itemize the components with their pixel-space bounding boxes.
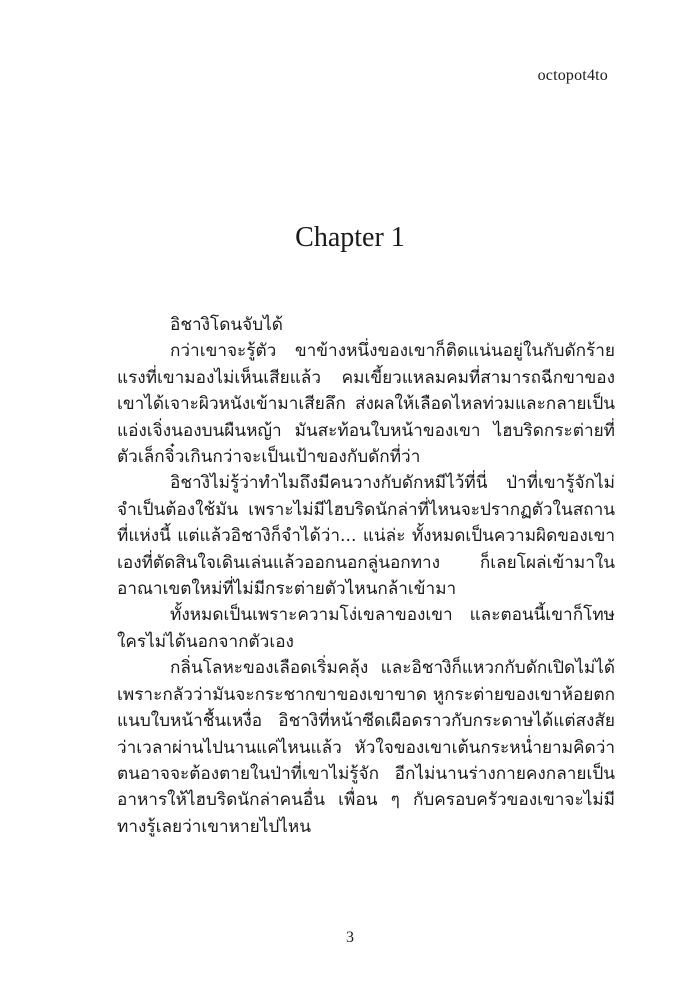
paragraph: กลิ่นโลหะของเลือดเริ่มคลุ้ง และอิชางิก็แหวกกับดักเปิดไม่ได้เพราะกลัวว่ามันจะกระชากขาของเขาขาด หูกระต่ายของเขาห้อยตกแนบใบหน้าชื้นเหงื่อ อิชางิที่หน้าซีดเผือดราวกับกระดาษได้แต่สงสัยว่าเวลาผ่านไปนานแค่ไหนแล้ว หัวใจของเขาเต้นกระหน่ำยามคิดว่าตนอาจจะต้องตายในป่าที่เขาไม่รู้จัก อีกไม่นานร่างกายคงกลายเป็นอาหารให้ไฮบริดนักล่าคนอื่น เพื่อน ๆ กับครอบครัวของเขาจะไม่มีทางรู้เลยว่าเขาหายไปไหน (117, 658, 615, 837)
paragraph: อิชางิโดนจับได้ (170, 315, 283, 335)
paragraph: อิชางิไม่รู้ว่าทำไมถึงมีคนวางกับดักหมีไว้ที่นี่ ป่าที่เขารู้จักไม่จำเป็นต้องใช้มัน เพราะไม่มีไฮบริดนักล่าที่ไหนจะปรากฏตัวในสถานที่แห่งนี้ แต่แล้วอิชางิก็จำได้ว่า... แน่ล่ะ ทั้งหมดเป็นความผิดของเขาเองที่ตัดสินใจเดินเล่นแล้วออกนอกลู่นอกทาง ก็เลยโผล่เข้ามาในอาณาเขตใหม่ที่ไม่มีกระต่ายตัวไหนกล้าเข้ามา (117, 473, 615, 600)
chapter-body (117, 312, 615, 840)
paragraph: ทั้งหมดเป็นเพราะความโง่เขลาของเขา และตอนนี้เขาก็โทษใครไม่ได้นอกจากตัวเอง (117, 605, 615, 652)
paragraph: กว่าเขาจะรู้ตัว ขาข้างหนึ่งของเขาก็ติดแน่นอยู่ในกับดักร้ายแรงที่เขามองไม่เห็นเสียแล้ว คมเขี้ยวแหลมคมที่สามารถฉีกขาของเขาได้เจาะผิวหนังเข้ามาเสียลึก ส่งผลให้เลือดไหลท่วมและกลายเป็นแอ่งเจิ่งนองบนผืนหญ้า มันสะท้อนใบหน้าของเขา ไฮบริดกระต่ายที่ตัวเล็กจิ๋วเกินกว่าจะเป็นเป้าของกับดักที่ว่า (117, 341, 615, 468)
page-number: 3 (346, 929, 354, 946)
chapter-title: Chapter 1 (295, 222, 405, 253)
author-header: octopot4to (537, 67, 608, 84)
